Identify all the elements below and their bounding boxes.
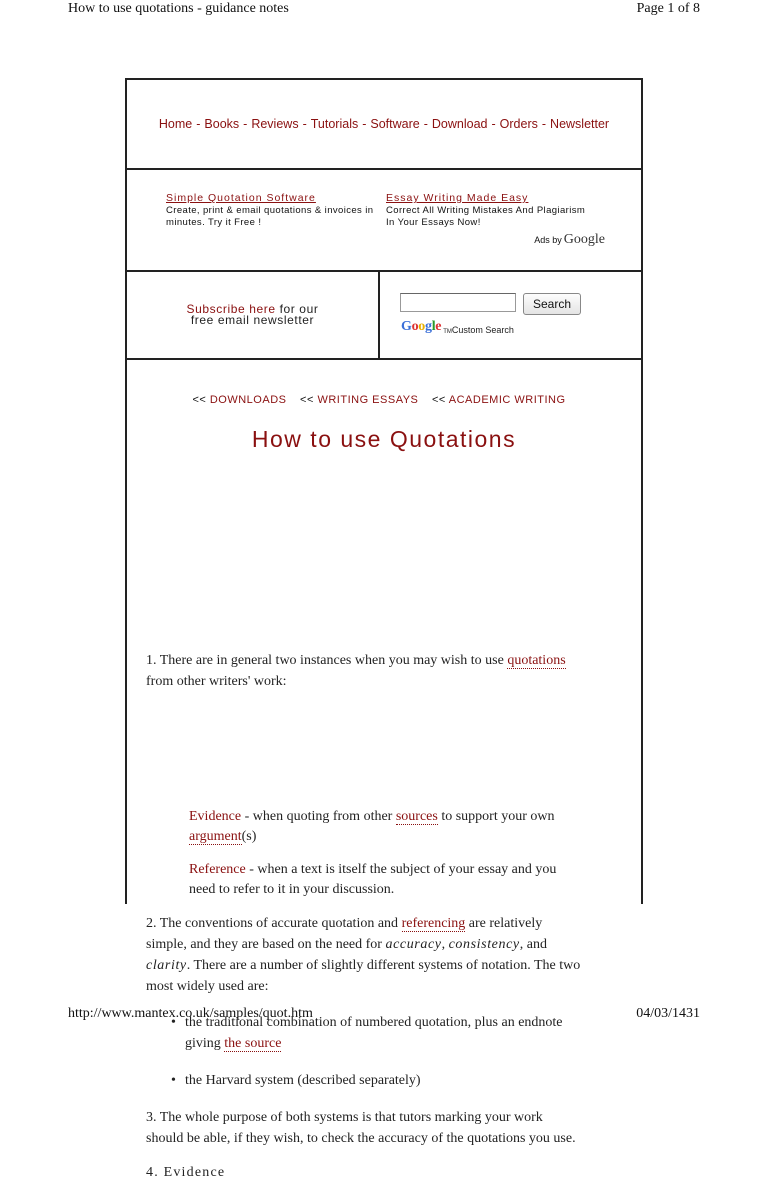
- breadcrumb-downloads[interactable]: DOWNLOADS: [209, 394, 287, 406]
- nav-orders-link[interactable]: Orders: [499, 117, 538, 131]
- nav-books-link[interactable]: Books: [204, 117, 240, 131]
- referencing-link[interactable]: referencing: [401, 916, 466, 931]
- paragraph-1: 1. There are in general two instances when you may wish to use quotations from other writers' work:: [146, 653, 566, 689]
- ad-text-line: minutes. Try it Free !: [166, 217, 262, 228]
- quotations-link[interactable]: quotations: [507, 653, 566, 668]
- list-item: • the Harvard system (described separately): [171, 1071, 611, 1092]
- the-source-link[interactable]: the source: [224, 1035, 282, 1051]
- subscribe-box: Subscribe here for our free email newsletter: [127, 272, 380, 358]
- argument-link[interactable]: argument: [189, 828, 242, 844]
- nav-tutorials-link[interactable]: Tutorials: [310, 117, 359, 131]
- paragraph-2: 2. The conventions of accurate quotation and referencing are relatively simple, and they are based on the need for accuracy, consistency, and clarity. There are a number of slightly different systems of notation. The two most widely used are:: [146, 916, 581, 994]
- google-custom-search-label: Google $_{TM}$ Custom Search: [401, 319, 514, 335]
- paragraph-3: 3. The whole purpose of both systems is that tutors marking your work should be able, if they wish, to check the accuracy of the quotations you use.: [146, 1110, 576, 1146]
- nav-software-link[interactable]: Software: [370, 117, 420, 131]
- google-logo: Google: [563, 232, 605, 247]
- search-input[interactable]: [400, 293, 516, 312]
- print-header-title: How to use quotations - guidance notes: [68, 1, 289, 16]
- print-footer-date: 04/03/1431: [636, 1006, 700, 1021]
- breadcrumb: << DOWNLOADS << WRITING ESSAYS << ACADEMIC WRITING: [192, 394, 566, 406]
- ad-text-line: Correct All Writing Mistakes And Plagiarism: [386, 205, 586, 216]
- search-button[interactable]: Search: [523, 293, 581, 315]
- subscribe-link[interactable]: Subscribe here: [186, 302, 276, 316]
- subscribe-text: free email newsletter: [190, 313, 315, 327]
- nav-download-link[interactable]: Download: [431, 117, 488, 131]
- list-item: • the traditional combination of numbered quotation, plus an endnote giving the source: [171, 1013, 611, 1054]
- print-footer-url: http://www.mantex.co.uk/samples/quot.htm: [68, 1006, 313, 1021]
- ad-quotation-software-link[interactable]: Simple Quotation Software: [166, 192, 316, 204]
- nav-home-link[interactable]: Home: [158, 117, 193, 131]
- google-logo: Google: [401, 319, 442, 334]
- subscribe-search-row: [127, 272, 641, 360]
- print-header: [0, 0, 768, 20]
- breadcrumb-writing-essays[interactable]: WRITING ESSAYS: [317, 394, 419, 406]
- evidence-term: Evidence: [189, 809, 242, 824]
- page-title: How to use Quotations: [251, 426, 517, 452]
- ads-by-google[interactable]: Ads by Google: [534, 232, 605, 247]
- nav-newsletter-link[interactable]: Newsletter: [550, 117, 610, 131]
- section-heading-evidence: 4. Evidence: [146, 1165, 226, 1180]
- reference-item: Reference - when a text is itself the subject of your essay and you need to refer to it in your discussion.: [189, 862, 557, 897]
- ad-essay-writing-link[interactable]: Essay Writing Made Easy: [386, 192, 529, 204]
- ad-quotation-software: [166, 192, 386, 229]
- top-navigation: Home - Books - Reviews - Tutorials - Software - Download - Orders - Newsletter: [127, 80, 641, 170]
- nav-reviews-link[interactable]: Reviews: [251, 117, 299, 131]
- reference-term: Reference: [189, 862, 246, 877]
- search-box: [380, 272, 641, 358]
- ad-essay-writing: [386, 192, 606, 229]
- ad-text-line: In Your Essays Now!: [386, 217, 481, 228]
- evidence-item: Evidence - when quoting from other sources to support your own argument(s): [189, 809, 555, 844]
- ads-row: [127, 170, 641, 272]
- ad-text-line: Create, print & email quotations & invoices in: [166, 205, 374, 216]
- print-header-page: Page 1 of 8: [636, 1, 700, 16]
- breadcrumb-academic-writing[interactable]: ACADEMIC WRITING: [448, 394, 566, 406]
- sources-link[interactable]: sources: [395, 809, 438, 824]
